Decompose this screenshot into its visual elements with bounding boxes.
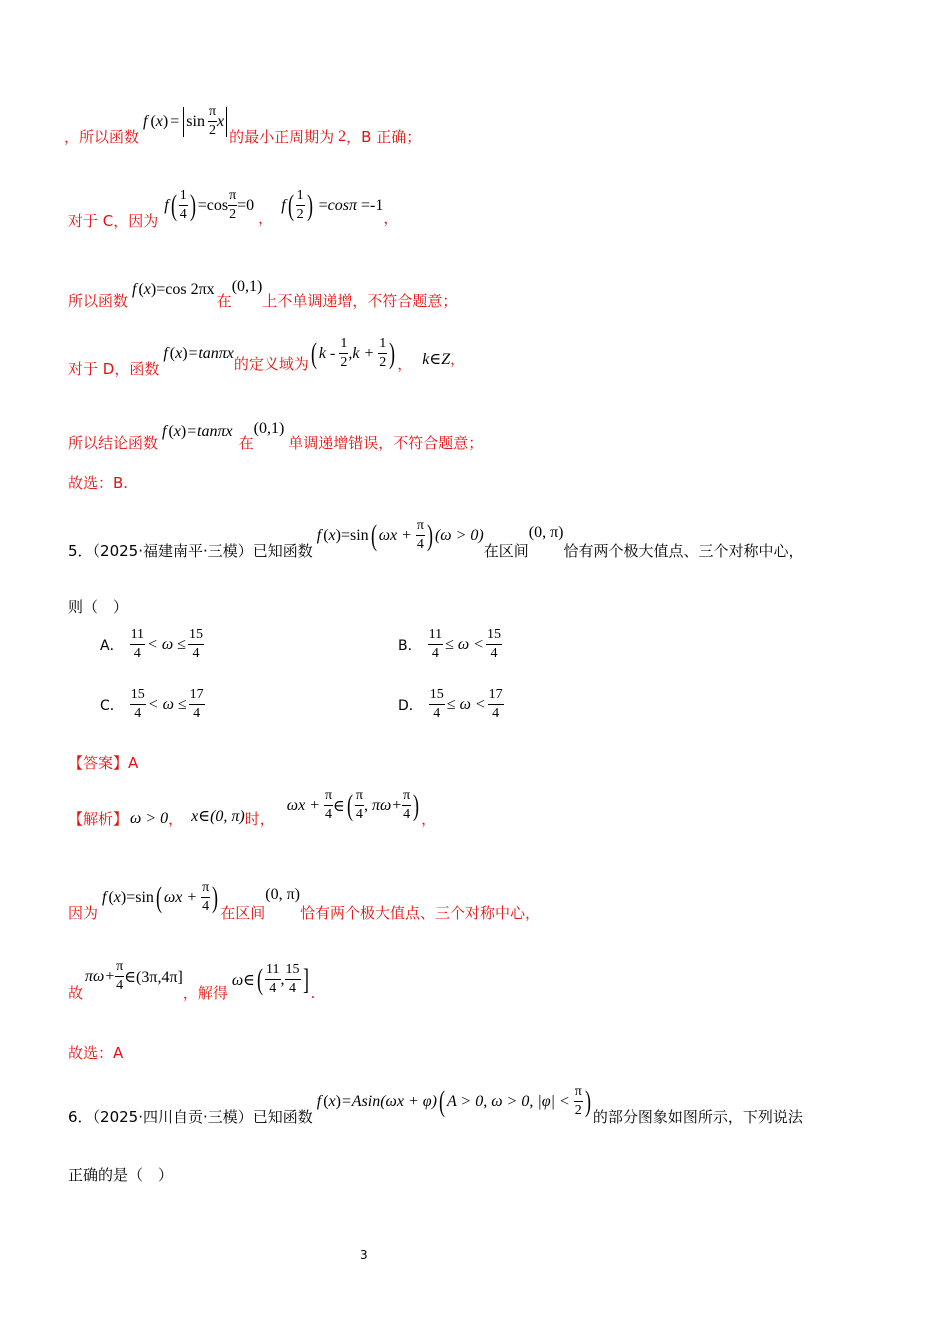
frac: [208, 105, 217, 138]
text: 所以函数: [68, 292, 129, 310]
option-d[interactable]: [398, 688, 504, 721]
x: x: [328, 1092, 336, 1110]
den: 4: [133, 646, 141, 661]
text: (0,1): [231, 277, 263, 295]
text: 上不单调递增，不符合题意；: [262, 292, 458, 310]
formula: [143, 105, 229, 138]
num: 1: [179, 189, 188, 206]
paren: (: [287, 188, 294, 222]
f: f: [164, 196, 169, 214]
paren: ): [212, 880, 219, 914]
text: 在: [238, 434, 254, 452]
text: 单调递增错误，不符合题意；: [288, 434, 484, 452]
text: , πω+: [363, 796, 403, 814]
frac: [416, 519, 425, 552]
paren: ): [413, 788, 420, 822]
text: 的部分图象如图所示，下列说法: [592, 1108, 803, 1126]
text: 【解析】: [68, 810, 129, 828]
f: f: [102, 888, 107, 906]
frac: [428, 628, 443, 661]
frac: [378, 337, 387, 370]
so-line: [68, 956, 315, 1003]
den: 4: [269, 981, 277, 996]
formula: [164, 189, 254, 222]
den: 4: [325, 807, 332, 822]
num: 15: [130, 688, 146, 705]
lp: (: [323, 1092, 329, 1110]
num: 15: [188, 628, 204, 645]
num: 11: [130, 628, 145, 645]
den: 2: [379, 355, 387, 370]
f: f: [281, 196, 286, 214]
text: ，: [421, 810, 437, 828]
formula: [85, 960, 183, 993]
text: 所以结论函数: [68, 434, 159, 452]
paren: (: [346, 788, 353, 822]
lp: (: [150, 112, 156, 130]
paren: ): [306, 188, 313, 222]
text: =sin: [340, 526, 369, 544]
q5-stem: [68, 510, 803, 561]
frac: [130, 688, 146, 721]
text: k∈Z: [422, 350, 451, 368]
text: =: [318, 196, 328, 214]
option-a[interactable]: [100, 628, 204, 661]
den: 4: [403, 807, 411, 822]
frac: [488, 688, 504, 721]
text: =tanπx: [187, 344, 234, 362]
q6-stem: [68, 1076, 803, 1127]
text: ，: [168, 810, 184, 828]
x: x: [175, 344, 183, 362]
text: 对于 D，函数: [68, 360, 160, 378]
q5-then: 则（ ）: [68, 598, 129, 616]
paren: (: [370, 518, 377, 552]
paren: (: [155, 880, 162, 914]
text: 恰有两个极大值点、三个对称中心，: [299, 904, 540, 922]
text: .: [310, 983, 316, 1002]
text: ,: [280, 970, 285, 988]
text: (0, π): [528, 523, 564, 541]
f: f: [316, 1092, 322, 1110]
x: x: [113, 888, 121, 906]
f: f: [132, 280, 137, 298]
text: 时，: [244, 810, 275, 828]
eq: =: [170, 112, 180, 130]
num: 15: [429, 688, 445, 705]
text: 在: [216, 292, 232, 310]
text: ωx +: [163, 888, 198, 906]
x: x: [155, 112, 163, 130]
lp: (: [169, 344, 176, 362]
text: ω > 0: [130, 809, 169, 827]
den: 4: [490, 646, 498, 661]
frac: [228, 189, 237, 222]
text: =cos 2πx: [156, 280, 215, 298]
option-label: B．: [398, 637, 422, 654]
because-line: [68, 872, 540, 923]
num: 15: [285, 963, 301, 980]
x: x: [328, 526, 336, 544]
text: 在区间: [220, 904, 266, 922]
num: π: [115, 960, 124, 977]
frac: [324, 789, 333, 822]
choose-a: 故选：A: [68, 1044, 124, 1062]
text: k ‐: [318, 344, 336, 362]
num: 11: [428, 628, 443, 645]
text: ，: [397, 355, 413, 373]
text: ，B 正确；: [346, 128, 422, 146]
x: x: [217, 112, 225, 130]
text: 5．（2025·福建南平·三模）已知函数: [68, 542, 313, 560]
x: x: [143, 280, 151, 298]
frac: [339, 337, 348, 370]
text: 6．（2025·四川自贡·三模）已知函数: [68, 1108, 313, 1126]
paren: (: [257, 962, 264, 996]
option-c[interactable]: [100, 688, 205, 721]
frac: [402, 789, 411, 822]
text: ，解得: [182, 984, 228, 1002]
den: 4: [193, 706, 201, 721]
text: 2: [338, 127, 347, 145]
formula: [281, 189, 383, 222]
text: =Asin(ωx + φ): [340, 1092, 437, 1110]
text: =sin: [126, 888, 154, 906]
text: (0, π): [265, 885, 300, 903]
option-label: A．: [100, 637, 124, 654]
num: π: [402, 789, 411, 806]
x: x: [173, 422, 181, 440]
answer: 【答案】A: [68, 754, 139, 772]
paren: (: [310, 336, 317, 370]
rp: ): [180, 422, 187, 440]
line-tan-conclusion: [68, 410, 483, 453]
text: ∈(3π,4π]: [124, 968, 183, 986]
rp: ): [335, 1092, 341, 1110]
f: f: [143, 112, 148, 130]
rp: ): [150, 280, 157, 298]
rp: ): [335, 526, 341, 544]
text: ,k +: [348, 344, 375, 362]
sin: sin: [186, 112, 205, 130]
abs-bar: [183, 107, 184, 137]
num: π: [208, 105, 217, 122]
lp: (: [168, 422, 174, 440]
den: 4: [289, 981, 296, 996]
num: 1: [296, 189, 305, 206]
abs-bar: [226, 107, 227, 137]
q6-line2: 正确的是（ ）: [68, 1166, 174, 1184]
den: 4: [433, 706, 441, 721]
paren: ): [389, 336, 396, 370]
num: 1: [378, 337, 387, 354]
num: 17: [488, 688, 504, 705]
den: 2: [208, 123, 216, 138]
den: 4: [492, 706, 500, 721]
text: ωx +: [378, 526, 412, 544]
frac: [429, 688, 445, 721]
text: ≤ ω <: [445, 635, 484, 653]
num: π: [201, 881, 210, 898]
text: =‐1: [361, 196, 384, 214]
den: 4: [416, 537, 424, 552]
den: 4: [431, 646, 439, 661]
text: ，所以函数: [64, 128, 140, 146]
frac: [285, 963, 301, 996]
text: =cos: [197, 196, 229, 214]
option-label: D．: [398, 697, 423, 714]
den: 4: [116, 978, 124, 993]
frac: [486, 628, 502, 661]
text: 恰有两个极大值点、三个对称中心，: [563, 542, 804, 560]
line-option-c: [68, 180, 398, 231]
text: 因为: [68, 904, 99, 922]
num: 17: [189, 688, 205, 705]
bracket: ]: [302, 962, 309, 996]
paren: (: [170, 188, 177, 222]
frac: [179, 189, 188, 222]
num: π: [574, 1085, 583, 1102]
text: 对于 C，因为: [68, 212, 159, 230]
formula: [287, 789, 421, 822]
frac: [355, 789, 364, 822]
den: 2: [296, 207, 304, 222]
text: 故: [68, 984, 84, 1002]
den: 4: [355, 807, 363, 822]
paren: ): [584, 1084, 591, 1118]
option-b[interactable]: [398, 628, 502, 661]
frac: [574, 1085, 583, 1118]
text: ω∈: [231, 971, 256, 989]
paren: ): [426, 518, 433, 552]
text: A > 0, ω > 0, |φ| <: [446, 1092, 570, 1110]
text: ∈: [333, 797, 345, 815]
num: π: [355, 789, 364, 806]
page-number: 3: [360, 1248, 368, 1262]
frac: [188, 628, 204, 661]
line-cos-not-increasing: [68, 268, 457, 311]
text: πω+: [85, 967, 116, 985]
frac: [201, 881, 210, 914]
formula: [232, 963, 311, 996]
lp: (: [323, 526, 329, 544]
den: 2: [229, 207, 237, 222]
num: 15: [486, 628, 502, 645]
text: < ω ≤: [147, 635, 186, 653]
option-label: C．: [100, 697, 124, 714]
lp: (: [108, 888, 114, 906]
frac: [115, 960, 124, 993]
den: 4: [192, 646, 200, 661]
text: ，: [450, 350, 466, 368]
paren: (: [438, 1084, 445, 1118]
den: 2: [340, 355, 348, 370]
num: π: [416, 519, 425, 536]
num: π: [324, 789, 333, 806]
paren: ): [189, 188, 196, 222]
num: 11: [265, 963, 280, 980]
f: f: [162, 422, 167, 440]
den: 4: [134, 706, 142, 721]
frac: [189, 688, 205, 721]
num: π: [228, 189, 237, 206]
lp: (: [138, 280, 144, 298]
text: ≤ ω <: [446, 695, 486, 713]
analysis-line: [68, 788, 436, 829]
line-period-b: [64, 96, 421, 147]
text: 在区间: [483, 542, 529, 560]
f: f: [163, 344, 168, 362]
text: ，: [258, 209, 274, 227]
text: ωx +: [286, 796, 320, 814]
num: 1: [339, 337, 348, 354]
f: f: [316, 526, 322, 544]
text: ，: [383, 209, 399, 227]
frac: [265, 963, 280, 996]
choose-b: 故选：B.: [68, 474, 129, 492]
formula: [102, 881, 220, 914]
den: 2: [574, 1103, 582, 1118]
text: (ω > 0): [434, 526, 484, 544]
text: (0,1): [253, 419, 285, 437]
text: 的最小正周期为: [229, 128, 335, 146]
line-option-d: [68, 328, 465, 379]
den: 4: [179, 207, 187, 222]
den: 4: [202, 899, 210, 914]
text: < ω ≤: [147, 695, 187, 713]
frac: [130, 628, 145, 661]
frac: [296, 189, 305, 222]
text: 的定义域为: [233, 355, 309, 373]
text: =tanπx: [186, 422, 233, 440]
rp: ): [120, 888, 127, 906]
text: =0: [237, 196, 255, 214]
text: cosπ: [327, 196, 358, 214]
rp: ): [162, 112, 169, 130]
rp: ): [182, 344, 188, 362]
text: x∈(0, π): [191, 807, 245, 825]
formula: [309, 337, 397, 370]
